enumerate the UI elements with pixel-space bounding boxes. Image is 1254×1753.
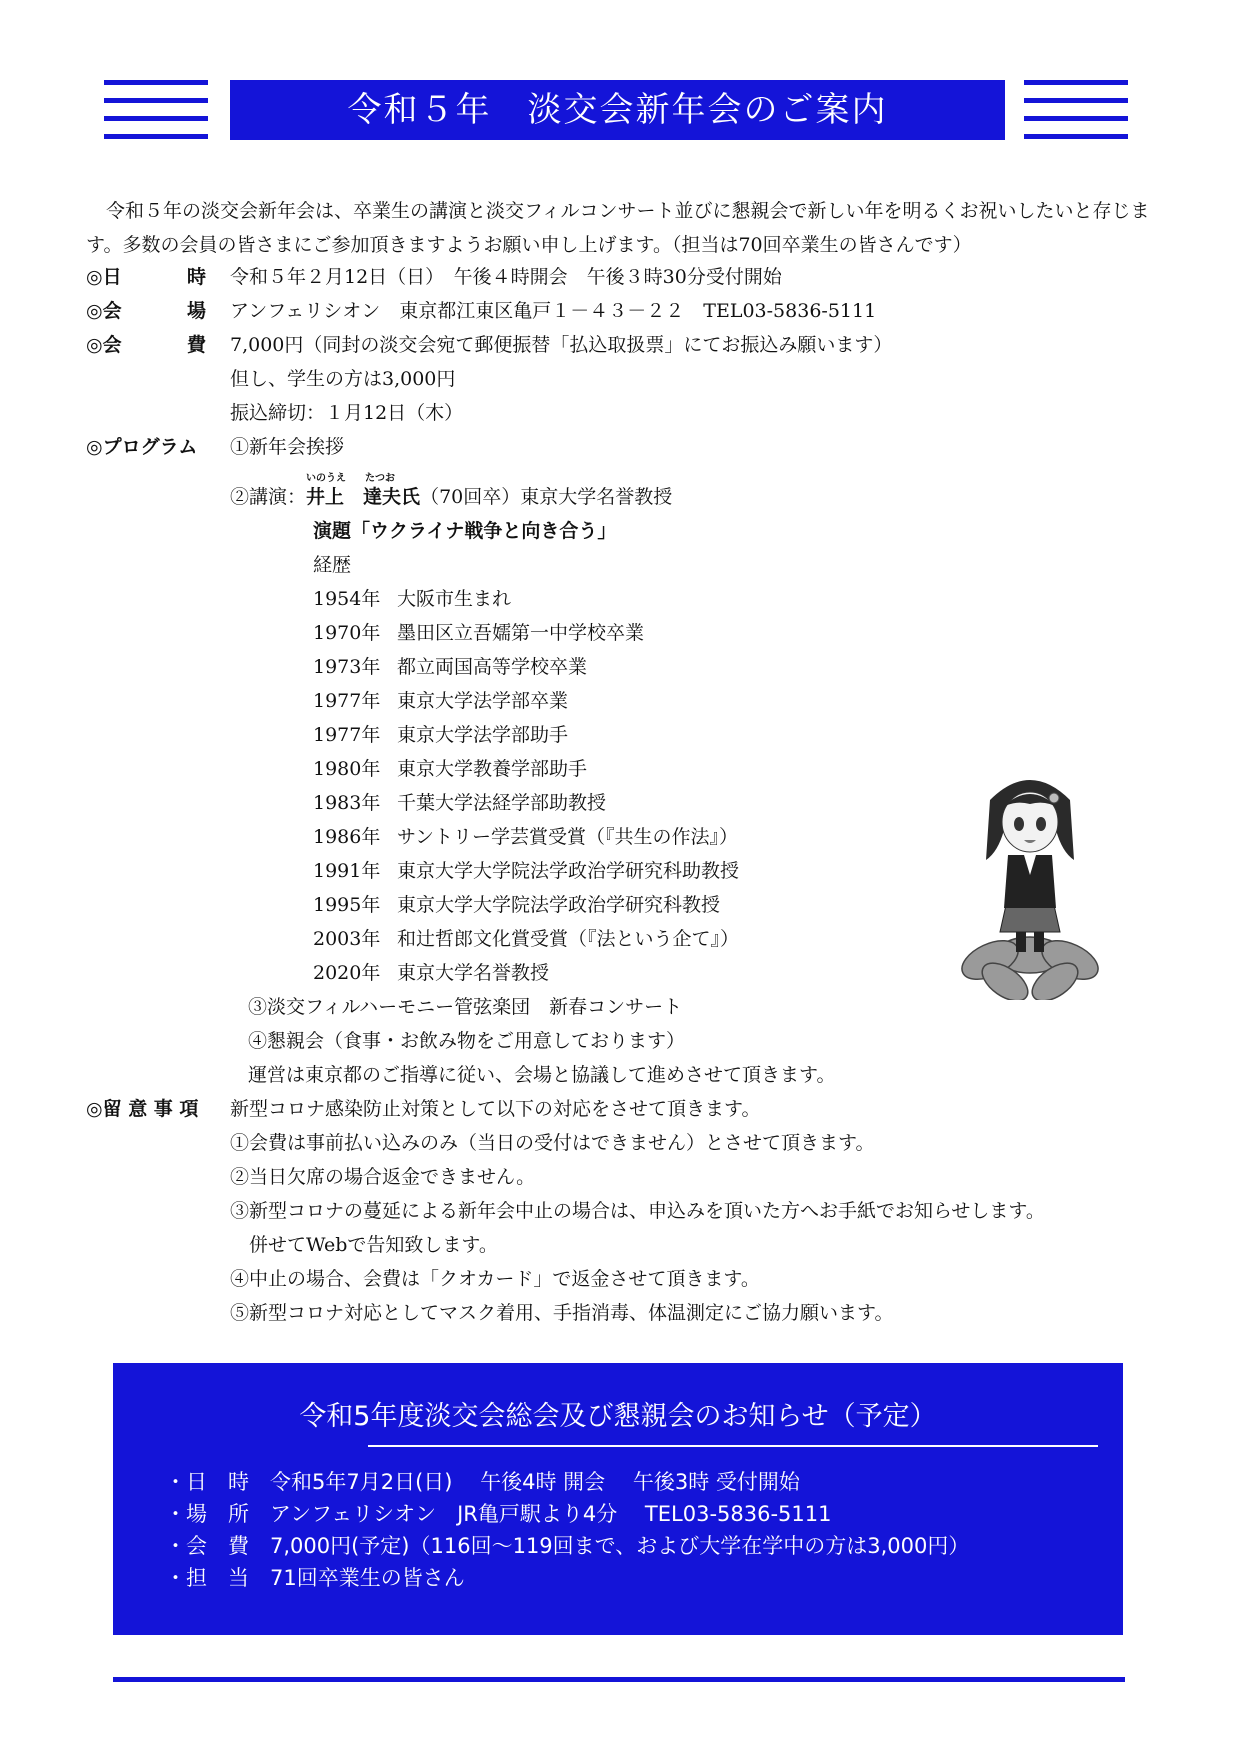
career-text: 東京大学名誉教授 [397, 962, 550, 984]
career-year: 1991年 [313, 860, 381, 882]
venue-value: アンフェリシオン 東京都江東区亀戸１－４３－２２ TEL03-5836-5111 [230, 300, 877, 322]
career-year: 1970年 [313, 622, 381, 644]
lecture-title: 演題「ウクライナ戦争と向き合う」 [313, 520, 617, 542]
intro-paragraph: 令和５年の淡交会新年会は、卒業生の講演と淡交フィルコンサート並びに懇親会で新しい年を明るくお祝いしたいと存じます。多数の会員の皆さまにご参加頂きますようお願い申し上げます。（担当は70回卒業生の皆さんです） [86, 200, 1150, 256]
career-year: 1977年 [313, 724, 381, 746]
notice-item-date: ・日 時 令和5年7月2日(日) 午後4時 開会 午後3時 受付開始 [165, 1470, 800, 1494]
career-text: 都立両国高等学校卒業 [397, 656, 588, 678]
career-text: 東京大学法学部卒業 [397, 690, 569, 712]
career-year: 1995年 [313, 894, 381, 916]
career-text: サントリー学芸賞受賞（『共生の作法』） [397, 826, 739, 848]
header-decoration-left [104, 80, 208, 140]
operation-note: 運営は東京都のご指導に従い、会場と協議して進めさせて頂きます。 [248, 1064, 836, 1086]
speaker-given-name: たつお 達夫氏 [363, 473, 421, 508]
date-value: 令和５年２月12日（日） 午後４時開会 午後３時30分受付開始 [230, 266, 782, 288]
career-text: 東京大学大学院法学政治学研究科助教授 [397, 860, 740, 882]
career-year: 2003年 [313, 928, 381, 950]
notice-title: 令和5年度淡交会総会及び懇親会のお知らせ（予定） [299, 1401, 937, 1432]
fee-note-deadline: 振込締切：１月12日（木） [230, 402, 464, 424]
notes-item: ④中止の場合、会費は「クオカード」で返金させて頂きます。 [230, 1268, 760, 1290]
bottom-rule [113, 1677, 1125, 1682]
career-year: 1954年 [313, 588, 381, 610]
date-label-a: ◎日 [86, 266, 122, 288]
career-text: 東京大学法学部助手 [397, 724, 569, 746]
fee-label-b: 費 [186, 334, 206, 356]
date-label-b: 時 [186, 266, 206, 288]
venue-label-a: ◎会 [86, 300, 122, 322]
notes-item: 併せてWebで告知致します。 [230, 1234, 498, 1256]
lecture-prefix: ②講演： [230, 486, 307, 508]
notice-title-underline [368, 1445, 1098, 1447]
career-year: 1986年 [313, 826, 381, 848]
venue-label-b: 場 [186, 300, 206, 322]
career-text: 墨田区立吾嬬第一中学校卒業 [397, 622, 645, 644]
program-item-2 [230, 473, 673, 511]
notes-item: ⑤新型コロナ対応としてマスク着用、手指消毒、体温測定にご協力願います。 [230, 1302, 894, 1324]
notes-item: ③新型コロナの蔓延による新年会中止の場合は、申込みを頂いた方へお手紙でお知らせします。 [230, 1200, 1045, 1222]
notice-item-organizer: ・担 当 71回卒業生の皆さん [165, 1566, 465, 1590]
notes-label: ◎留 意 事 項 [86, 1098, 199, 1120]
career-text: 千葉大学法経学部助教授 [397, 792, 607, 814]
notes-item: ①会費は事前払い込みのみ（当日の受付はできません）とさせて頂きます。 [230, 1132, 875, 1154]
page-title: 令和５年 淡交会新年会のご案内 [230, 80, 1005, 140]
notice-item-fee: ・会 費 7,000円(予定)（116回～119回まで、および大学在学中の方は3,000円） [165, 1534, 970, 1558]
general-meeting-notice [113, 1363, 1123, 1635]
speaker-ruby-family: いのうえ [306, 473, 347, 484]
speaker-affiliation: （70回卒）東京大学名誉教授 [420, 486, 673, 508]
notice-item-venue: ・場 所 アンフェリシオン JR亀戸駅より4分 TEL03-5836-5111 [165, 1502, 832, 1526]
career-year: 2020年 [313, 962, 381, 984]
speaker-ruby-given: たつお [365, 473, 396, 484]
program-item-1: ①新年会挨拶 [230, 436, 345, 458]
notes-item: ②当日欠席の場合返金できません。 [230, 1166, 536, 1188]
career-text: 東京大学教養学部助手 [397, 758, 588, 780]
career-year: 1977年 [313, 690, 381, 712]
header-decoration-right [1024, 80, 1128, 140]
career-text: 和辻哲郎文化賞受賞（『法という企て』） [397, 928, 740, 950]
career-year: 1983年 [313, 792, 381, 814]
notes-intro: 新型コロナ感染防止対策として以下の対応をさせて頂きます。 [230, 1098, 761, 1120]
girl-illustration-icon [950, 760, 1110, 1000]
fee-value: 7,000円（同封の淡交会宛て郵便振替「払込取扱票」にてお振込み願います） [230, 334, 893, 356]
program-item-4: ④懇親会（食事・お飲み物をご用意しております） [248, 1030, 686, 1052]
fee-note-student: 但し、学生の方は3,000円 [230, 368, 456, 390]
career-year: 1980年 [313, 758, 381, 780]
career-text: 東京大学大学院法学政治学研究科教授 [397, 894, 721, 916]
career-text: 大阪市生まれ [397, 588, 512, 610]
career-year: 1973年 [313, 656, 381, 678]
program-item-3: ③淡交フィルハーモニー管弦楽団 新春コンサート [248, 996, 683, 1018]
speaker-family-name: いのうえ 井上 [306, 473, 347, 508]
program-label: ◎プログラム [86, 436, 198, 458]
career-label: 経歴 [313, 554, 352, 576]
fee-label-a: ◎会 [86, 334, 122, 356]
